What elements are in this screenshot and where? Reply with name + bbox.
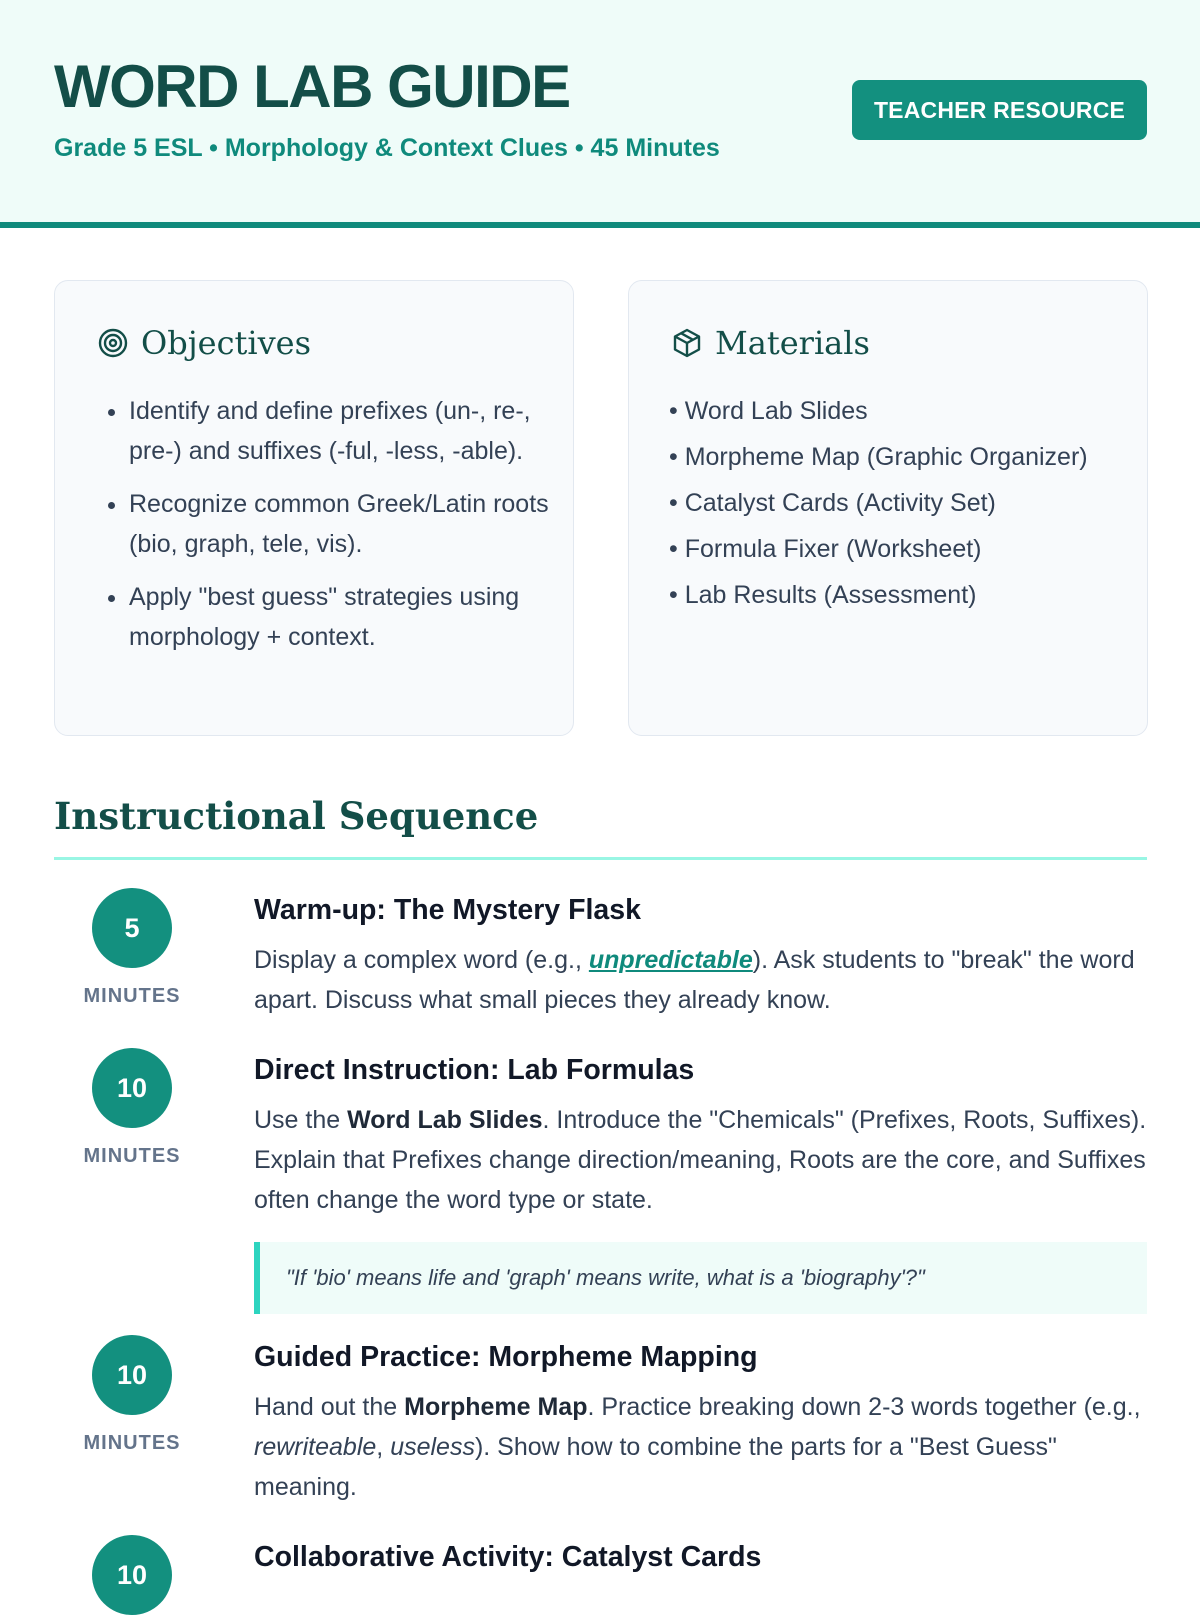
step-content (254, 1335, 1147, 1507)
duration-circle: 10 (92, 1048, 172, 1128)
step-text-part: . Introduce the "Chemicals" (Prefixes, Roots, Suffixes). Explain that Prefixes change direction/meaning, Roots are the core, and Suffixes often change the word type or state. (254, 1106, 1147, 1214)
target-icon (97, 327, 129, 359)
objectives-title: Objectives (141, 324, 312, 362)
step-text-part: Hand out the (254, 1393, 405, 1421)
step-text-part: . Practice breaking down 2-3 words together (e.g., (587, 1393, 1141, 1421)
material-item: • Morpheme Map (Graphic Organizer) (669, 443, 1088, 471)
duration-unit: MINUTES (83, 1145, 181, 1167)
step-text-part: , (376, 1433, 391, 1461)
example-word: useless (390, 1433, 475, 1461)
step-text-part: Display a complex word (e.g., (254, 946, 589, 974)
objectives-heading (97, 323, 311, 363)
material-item: • Formula Fixer (Worksheet) (669, 535, 982, 563)
page-subtitle: Grade 5 ESL • Morphology & Context Clues • 45 Minutes (54, 134, 720, 162)
example-word: rewriteable (254, 1433, 377, 1461)
step-description (254, 1100, 1147, 1220)
step-description (254, 1387, 1147, 1507)
step-content (254, 1048, 1147, 1314)
step-text-part: Use the (254, 1106, 348, 1134)
page-header (0, 0, 1200, 228)
page-title: WORD LAB GUIDE (54, 53, 570, 120)
example-quote: "If 'bio' means life and 'graph' means write, what is a 'biography'?" (254, 1242, 1147, 1314)
materials-list (669, 391, 1109, 621)
step-duration (83, 1335, 181, 1455)
step-text-part: ). Show how to combine the parts for a "Best Guess" meaning. (254, 1433, 1057, 1501)
teacher-resource-badge: TEACHER RESOURCE (852, 80, 1147, 140)
duration-unit: MINUTES (83, 985, 181, 1007)
objective-item: • Apply "best guess" strategies using morphology + context. (129, 577, 549, 657)
duration-circle: 10 (92, 1535, 172, 1615)
objective-item: • Identify and define prefixes (un-, re-, pre-) and suffixes (-ful, -less, -able). (129, 391, 549, 471)
objectives-list (129, 391, 549, 670)
step-duration (92, 1535, 172, 1615)
material-item: • Catalyst Cards (Activity Set) (669, 489, 996, 517)
step-duration (83, 888, 181, 1008)
step-text-part: ). Ask students to "break" the word apart. Discuss what small pieces they already know. (254, 946, 1135, 1014)
duration-unit: MINUTES (83, 1432, 181, 1454)
step-heading: Direct Instruction: Lab Formulas (254, 1054, 695, 1086)
step-content (254, 888, 1147, 1020)
step-duration (83, 1048, 181, 1168)
step-heading: Guided Practice: Morpheme Mapping (254, 1341, 758, 1373)
objective-item: • Recognize common Greek/Latin roots (bio, graph, tele, vis). (129, 484, 549, 564)
sequence-title: Instructional Sequence (54, 794, 539, 838)
example-word-link[interactable]: unpredictable (588, 946, 753, 974)
package-icon (671, 327, 703, 359)
duration-circle: 5 (92, 888, 172, 968)
materials-card (628, 280, 1148, 736)
material-item: • Word Lab Slides (669, 397, 868, 425)
materials-heading (671, 323, 870, 363)
step-description (254, 940, 1147, 1020)
objectives-card (54, 280, 574, 736)
material-reference: Morpheme Map (404, 1393, 588, 1421)
duration-circle: 10 (92, 1335, 172, 1415)
material-item: • Lab Results (Assessment) (669, 581, 977, 609)
step-heading: Warm-up: The Mystery Flask (254, 894, 641, 926)
materials-title: Materials (715, 324, 870, 362)
step-content (254, 1535, 1147, 1575)
step-heading: Collaborative Activity: Catalyst Cards (254, 1541, 762, 1573)
section-divider (54, 857, 1147, 860)
material-reference: Word Lab Slides (347, 1106, 543, 1134)
